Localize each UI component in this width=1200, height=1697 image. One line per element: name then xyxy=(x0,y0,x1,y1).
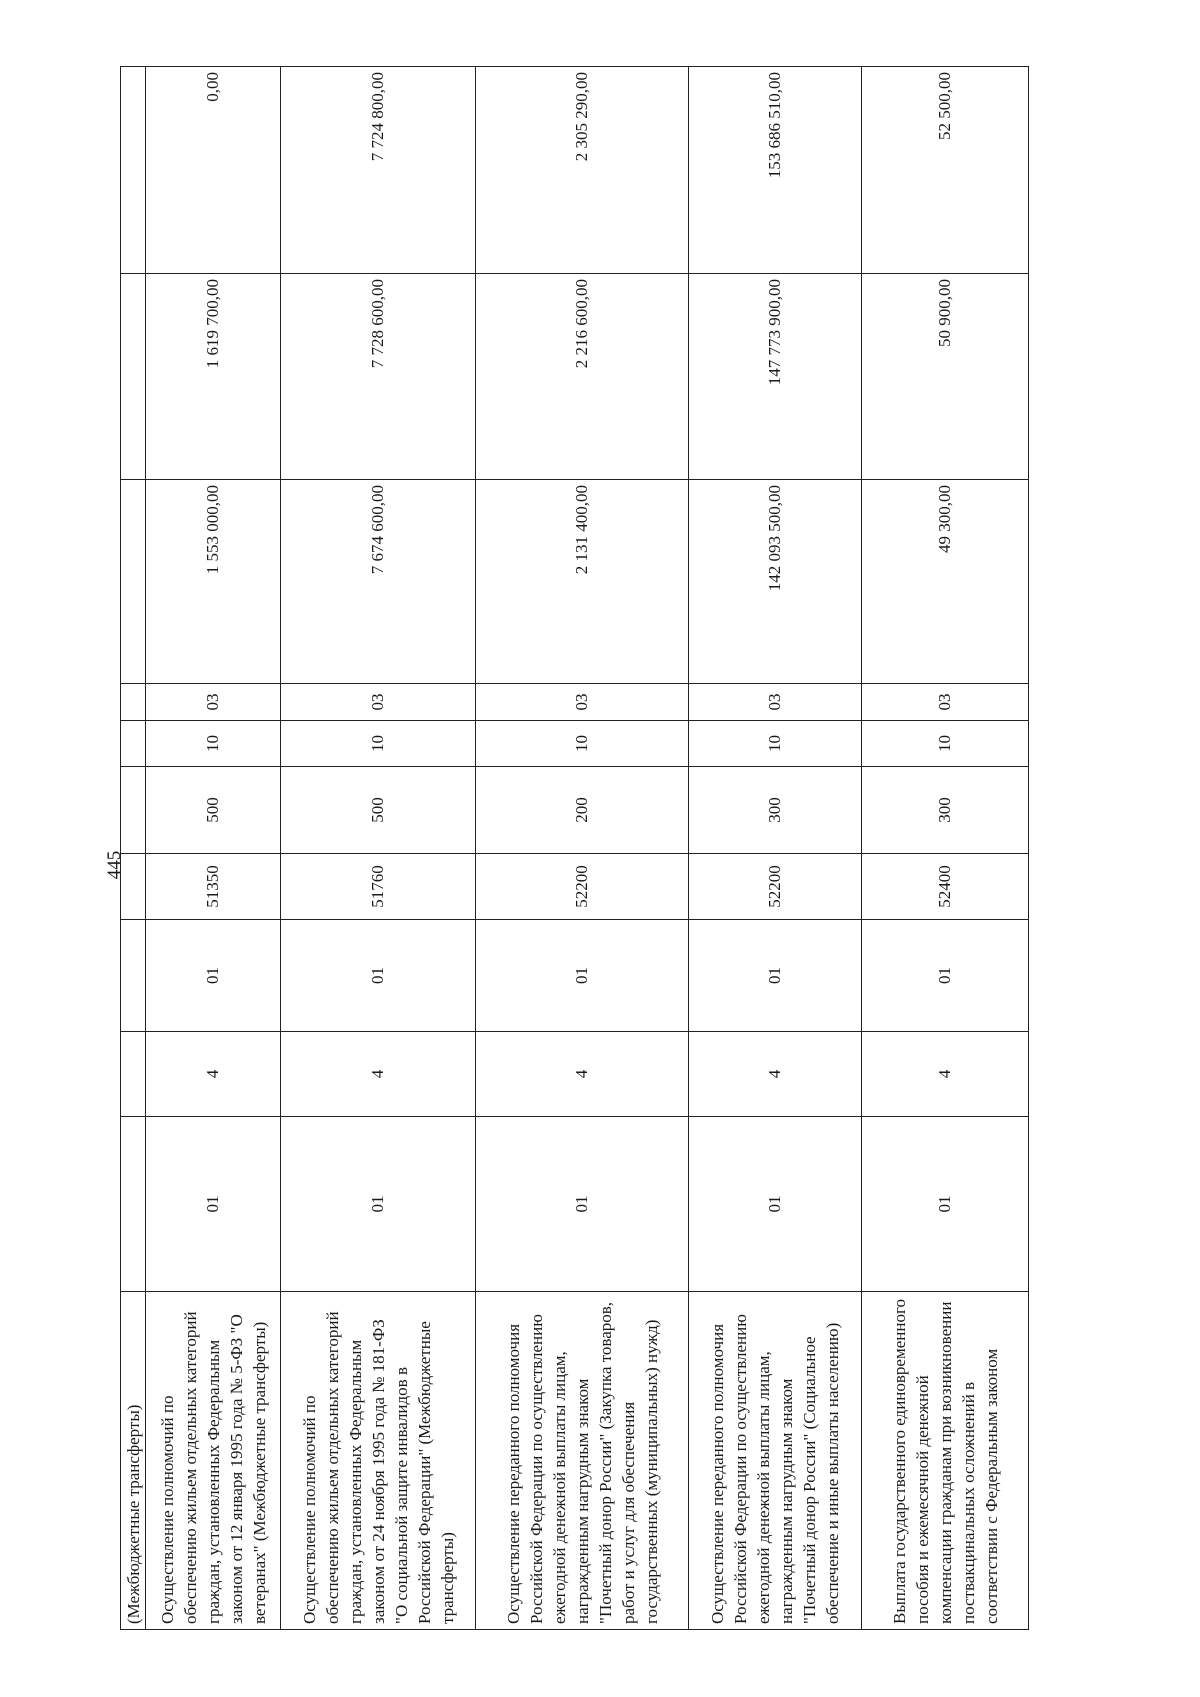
rotated-table-container xyxy=(120,67,1082,1630)
cell-amount-1 xyxy=(121,480,146,684)
cell-code-3: 01 xyxy=(146,920,281,1032)
cell-code-7: 03 xyxy=(476,684,689,721)
cell-code-5: 300 xyxy=(689,767,862,854)
cell-amount-2: 147 773 900,00 xyxy=(689,274,862,480)
cell-code-2 xyxy=(121,1032,146,1117)
cell-code-3: 01 xyxy=(476,920,689,1032)
cell-amount-1: 1 553 000,00 xyxy=(146,480,281,684)
cell-amount-3: 52 500,00 xyxy=(862,67,1029,274)
cell-code-4 xyxy=(121,854,146,920)
cell-code-5: 500 xyxy=(146,767,281,854)
cell-code-4: 51350 xyxy=(146,854,281,920)
cell-code-1: 01 xyxy=(862,1117,1029,1292)
cell-code-2: 4 xyxy=(146,1032,281,1117)
cell-amount-3 xyxy=(121,67,146,274)
cell-code-2: 4 xyxy=(862,1032,1029,1117)
cell-code-6: 10 xyxy=(146,721,281,767)
cell-amount-2: 50 900,00 xyxy=(862,274,1029,480)
cell-code-3: 01 xyxy=(281,920,476,1032)
table-body xyxy=(121,67,1029,1630)
row-description: Выплата государственного единовременного пособия и ежемесячной денежной компенсации гражданам при возникновении поствакцинальных осложнений в соответствии с Федеральным законом xyxy=(862,1292,1029,1630)
cell-code-7: 03 xyxy=(862,684,1029,721)
table-row xyxy=(862,67,1029,1630)
cell-amount-2: 2 216 600,00 xyxy=(476,274,689,480)
page-number: 445 xyxy=(104,850,125,880)
cell-code-5: 500 xyxy=(281,767,476,854)
cell-code-5: 200 xyxy=(476,767,689,854)
table-row xyxy=(689,67,862,1630)
cell-code-5 xyxy=(121,767,146,854)
cell-code-4: 52400 xyxy=(862,854,1029,920)
cell-amount-2: 1 619 700,00 xyxy=(146,274,281,480)
cell-code-4: 52200 xyxy=(689,854,862,920)
table-row xyxy=(281,67,476,1630)
cell-code-6: 10 xyxy=(862,721,1029,767)
table-row xyxy=(146,67,281,1630)
row-description: (Межбюджетные трансферты) xyxy=(121,1292,146,1630)
cell-code-5: 300 xyxy=(862,767,1029,854)
cell-code-4: 51760 xyxy=(281,854,476,920)
cell-amount-3: 0,00 xyxy=(146,67,281,274)
cell-code-1: 01 xyxy=(689,1117,862,1292)
cell-code-7: 03 xyxy=(281,684,476,721)
cell-code-6: 10 xyxy=(476,721,689,767)
table-row xyxy=(121,67,146,1630)
row-description: Осуществление полномочий по обеспечению жильем отдельных категорий граждан, установленных Федеральным законом от 24 ноября 1995 года № 181-ФЗ "О социальной защите инвалидов в Российской Федерации" (Межбюджетные трансферты) xyxy=(281,1292,476,1630)
cell-amount-2 xyxy=(121,274,146,480)
budget-table xyxy=(120,66,1029,1630)
cell-code-1 xyxy=(121,1117,146,1292)
cell-code-6: 10 xyxy=(689,721,862,767)
cell-code-2: 4 xyxy=(689,1032,862,1117)
row-description: Осуществление полномочий по обеспечению жильем отдельных категорий граждан, установленных Федеральным законом от 12 января 1995 года № 5-ФЗ "О ветеранах" (Межбюджетные трансферты) xyxy=(146,1292,281,1630)
cell-amount-3: 7 724 800,00 xyxy=(281,67,476,274)
cell-code-7 xyxy=(121,684,146,721)
cell-amount-3: 153 686 510,00 xyxy=(689,67,862,274)
row-description: Осуществление переданного полномочия Российской Федерации по осуществлению ежегодной денежной выплаты лицам, награжденным нагрудным знаком "Почетный донор России" (Социальное обеспечение и иные выплаты населению) xyxy=(689,1292,862,1630)
cell-amount-1: 49 300,00 xyxy=(862,480,1029,684)
cell-code-6: 10 xyxy=(281,721,476,767)
cell-amount-1: 2 131 400,00 xyxy=(476,480,689,684)
cell-code-4: 52200 xyxy=(476,854,689,920)
cell-amount-1: 7 674 600,00 xyxy=(281,480,476,684)
cell-code-7: 03 xyxy=(146,684,281,721)
cell-code-3 xyxy=(121,920,146,1032)
cell-code-7: 03 xyxy=(689,684,862,721)
row-description: Осуществление переданного полномочия Российской Федерации по осуществлению ежегодной денежной выплаты лицам, награжденным нагрудным знаком "Почетный донор России" (Закупка товаров, работ и услуг для обеспечения государственных (муниципальных) нужд) xyxy=(476,1292,689,1630)
cell-code-1: 01 xyxy=(281,1117,476,1292)
cell-code-6 xyxy=(121,721,146,767)
cell-code-2: 4 xyxy=(476,1032,689,1117)
cell-amount-1: 142 093 500,00 xyxy=(689,480,862,684)
cell-amount-3: 2 305 290,00 xyxy=(476,67,689,274)
cell-code-3: 01 xyxy=(689,920,862,1032)
cell-amount-2: 7 728 600,00 xyxy=(281,274,476,480)
table-row xyxy=(476,67,689,1630)
cell-code-2: 4 xyxy=(281,1032,476,1117)
cell-code-1: 01 xyxy=(476,1117,689,1292)
cell-code-1: 01 xyxy=(146,1117,281,1292)
cell-code-3: 01 xyxy=(862,920,1029,1032)
